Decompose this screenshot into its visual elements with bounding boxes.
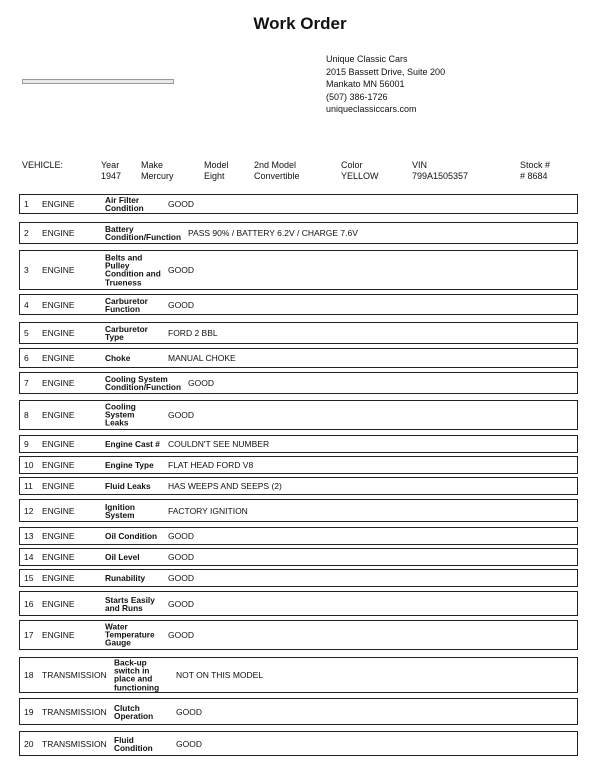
row-item: Cooling System Leaks: [105, 401, 136, 429]
row-number: 13: [24, 531, 34, 541]
row-item: Fluid Leaks: [105, 480, 151, 491]
vehicle-year: Year 1947: [101, 160, 122, 181]
row-number: 1: [24, 199, 29, 209]
row-item: Battery Condition/Function: [105, 223, 182, 242]
row-category: ENGINE: [42, 199, 75, 209]
company-website: uniqueclassiccars.com: [326, 104, 417, 115]
row-value: GOOD: [168, 573, 194, 583]
work-order-row: [19, 477, 578, 495]
work-order-row: [19, 222, 578, 244]
work-order-row: [19, 591, 578, 616]
row-value: GOOD: [168, 598, 194, 609]
work-order-row: [19, 400, 578, 430]
row-item: Clutch Operation: [114, 702, 154, 721]
page-title: Work Order: [253, 14, 347, 33]
row-value: GOOD: [168, 531, 194, 541]
row-value: FORD 2 BBL: [168, 328, 218, 338]
row-number: 20: [24, 738, 34, 749]
row-value: GOOD: [176, 706, 202, 717]
row-value: GOOD: [168, 299, 194, 310]
row-value: PASS 90% / BATTERY 6.2V / CHARGE 7.6V: [188, 228, 358, 238]
row-category: ENGINE: [42, 228, 75, 238]
row-number: 9: [24, 439, 29, 449]
work-order-row: [19, 435, 578, 453]
row-item: Oil Level: [105, 551, 140, 562]
row-item: Engine Type: [105, 459, 154, 470]
work-order-row: [19, 250, 578, 290]
row-category: TRANSMISSION: [42, 738, 107, 749]
row-item: Choke: [105, 352, 131, 363]
vehicle-make: Make Mercury: [141, 160, 174, 181]
row-value: FACTORY IGNITION: [168, 505, 248, 516]
row-item: Oil Condition: [105, 530, 158, 541]
work-order-row: [19, 499, 578, 522]
row-number: 16: [24, 598, 34, 609]
row-category: ENGINE: [42, 481, 75, 491]
company-phone: (507) 386-1726: [326, 91, 388, 102]
row-number: 6: [24, 353, 29, 363]
work-order-row: [19, 698, 578, 725]
row-value: GOOD: [168, 630, 194, 640]
vehicle-vin: VIN 799A1505357: [412, 160, 469, 181]
row-item: Engine Cast #: [105, 438, 160, 449]
row-category: ENGINE: [42, 353, 75, 363]
vehicle-model: Model Eight: [204, 160, 229, 181]
company-address: [326, 53, 445, 116]
row-category: TRANSMISSION: [42, 706, 107, 717]
row-number: 19: [24, 706, 34, 717]
row-number: 18: [24, 670, 34, 680]
vehicle-stock-number: Stock # # 8684: [520, 160, 551, 181]
vehicle-second-model: 2nd Model Convertible: [254, 160, 300, 181]
row-category: ENGINE: [42, 630, 75, 640]
row-value: GOOD: [168, 410, 194, 420]
row-item: Belts and Pulley Condition and Trueness: [105, 252, 161, 288]
row-number: 15: [24, 573, 34, 583]
work-order-row: [19, 294, 578, 315]
row-value: GOOD: [168, 199, 194, 209]
row-value: MANUAL CHOKE: [168, 353, 236, 363]
row-number: 17: [24, 630, 34, 640]
row-number: 10: [24, 460, 34, 470]
row-category: ENGINE: [42, 439, 75, 449]
row-value: GOOD: [168, 552, 194, 562]
vehicle-label: VEHICLE:: [22, 160, 64, 170]
row-value: NOT ON THIS MODEL: [176, 670, 264, 680]
row-value: HAS WEEPS AND SEEPS (2): [168, 481, 282, 491]
row-number: 2: [24, 228, 29, 238]
row-category: ENGINE: [42, 552, 75, 562]
work-order-row: [19, 322, 578, 344]
work-order-row: [19, 194, 578, 214]
row-item: Fluid Condition: [114, 734, 153, 753]
row-number: 4: [24, 299, 29, 310]
row-category: ENGINE: [42, 460, 75, 470]
row-value: GOOD: [168, 265, 194, 275]
work-order-row: [19, 527, 578, 545]
row-category: ENGINE: [42, 378, 75, 388]
row-item: Carburetor Type: [105, 323, 148, 342]
work-order-row: [19, 731, 578, 756]
work-order-row: [19, 569, 578, 587]
row-value: GOOD: [176, 738, 202, 749]
row-number: 3: [24, 265, 29, 275]
company-name: Unique Classic Cars: [326, 54, 408, 64]
row-category: ENGINE: [42, 299, 75, 310]
company-city: Mankato MN 56001: [326, 79, 405, 90]
work-order-row: [19, 348, 578, 368]
row-value: GOOD: [188, 378, 214, 388]
row-item: Starts Easily and Runs: [105, 594, 155, 613]
row-item: Runability: [105, 572, 146, 583]
row-number: 7: [24, 378, 29, 388]
row-item: Cooling System Condition/Function: [105, 373, 182, 392]
row-number: 5: [24, 328, 29, 338]
work-order-row: [19, 456, 578, 474]
row-number: 14: [24, 552, 34, 562]
row-category: ENGINE: [42, 598, 75, 609]
row-number: 8: [24, 410, 29, 420]
row-category: ENGINE: [42, 531, 75, 541]
work-order-row: [19, 620, 578, 650]
work-order-row: [19, 657, 578, 693]
row-category: ENGINE: [42, 328, 75, 338]
row-item: Back-up switch in place and functioning: [114, 657, 160, 693]
row-value: FLAT HEAD FORD V8: [168, 460, 254, 470]
work-order-row: [19, 548, 578, 566]
row-category: ENGINE: [42, 573, 75, 583]
row-item: Air Filter Condition: [105, 194, 144, 213]
row-category: TRANSMISSION: [42, 670, 107, 680]
vehicle-color: Color YELLOW: [341, 160, 379, 181]
row-value: COULDN'T SEE NUMBER: [168, 439, 270, 449]
row-number: 12: [24, 505, 34, 516]
row-category: ENGINE: [42, 505, 75, 516]
company-street: 2015 Bassett Drive, Suite 200: [326, 66, 446, 77]
work-order-row: [19, 372, 578, 394]
row-category: ENGINE: [42, 410, 75, 420]
row-item: Water Temperature Gauge: [105, 621, 155, 649]
row-category: ENGINE: [42, 265, 75, 275]
company-logo-placeholder: [22, 79, 174, 84]
row-item: Ignition System: [105, 501, 135, 520]
row-number: 11: [24, 481, 33, 491]
row-item: Carburetor Function: [105, 295, 148, 314]
